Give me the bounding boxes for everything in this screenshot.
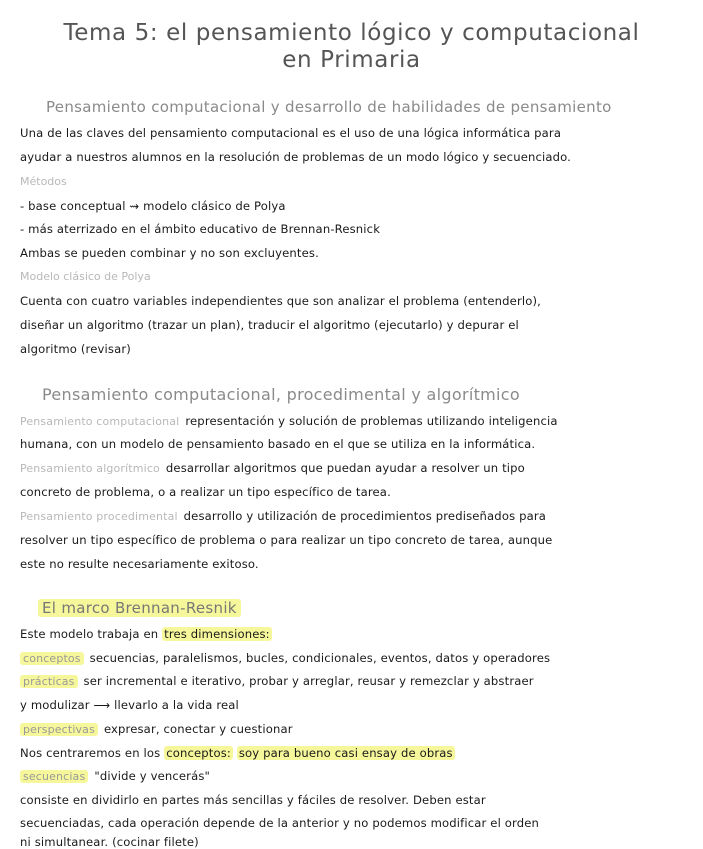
label-perspectivas: perspectivas xyxy=(20,723,98,736)
label-computacional: Pensamiento computacional xyxy=(20,415,180,428)
label-practicas: prácticas xyxy=(20,675,78,688)
section-heading-brennan xyxy=(38,599,241,617)
label-procedimental: Pensamiento procedimental xyxy=(20,510,178,523)
text-line: Una de las claves del pensamiento computacional es el uso de una lógica informática para xyxy=(20,126,562,140)
text-line: consiste en dividirlo en partes más sencillas y fáciles de resolver. Deben estar xyxy=(20,793,486,807)
label-secuencias: secuencias xyxy=(20,770,88,783)
text-line: Cuenta con cuatro variables independientes que son analizar el problema (entenderlo), xyxy=(20,294,541,308)
text-span: expresar, conectar y cuestionar xyxy=(103,722,293,736)
text-span: Este modelo trabaja en xyxy=(20,627,159,641)
section-heading-computacional: Pensamiento computacional y desarrollo de habilidades de pensamiento xyxy=(46,98,612,116)
text-line: diseñar un algoritmo (trazar un plan), traducir el algoritmo (ejecutarlo) y depurar el xyxy=(20,318,519,332)
text-span: desarrollar algoritmos que puedan ayudar a resolver un tipo xyxy=(165,461,525,475)
text-line xyxy=(20,627,272,641)
text-line: y modulizar ⟶ llevarlo a la vida real xyxy=(20,698,239,712)
label-algoritmico: Pensamiento algorítmico xyxy=(20,462,160,475)
text-span: desarrollo y utilización de procedimientos prediseñados para xyxy=(183,509,547,523)
text-line xyxy=(20,414,558,428)
text-line xyxy=(20,769,210,783)
text-line: humana, con un modelo de pensamiento basado en el que se utiliza en la informática. xyxy=(20,437,536,451)
highlight: soy para bueno casi ensay de obras xyxy=(238,746,453,760)
text-line: resolver un tipo específico de problema o para realizar un tipo concreto de tarea, aunque xyxy=(20,533,553,547)
label-polya: Modelo clásico de Polya xyxy=(20,270,151,283)
text-line xyxy=(20,674,534,688)
highlight: conceptos: xyxy=(166,746,231,760)
text-span: representación y solución de problemas utilizando inteligencia xyxy=(185,414,558,428)
label-metodos: Métodos xyxy=(20,175,67,188)
text-line xyxy=(20,509,546,523)
highlighted-heading: El marco Brennan-Resnik xyxy=(38,599,241,617)
text-span: ser incremental e iterativo, probar y arreglar, reusar y remezclar y abstraer xyxy=(83,674,534,688)
text-line: - base conceptual ⇝ modelo clásico de Polya xyxy=(20,199,286,213)
highlight: tres dimensiones: xyxy=(164,627,270,641)
text-line: concreto de problema, o a realizar un tipo específico de tarea. xyxy=(20,485,391,499)
text-line: - más aterrizado en el ámbito educativo de Brennan-Resnick xyxy=(20,222,381,236)
text-line: ni simultanear. (cocinar filete) xyxy=(20,835,199,849)
label-conceptos: conceptos xyxy=(20,652,84,665)
page-title: Tema 5: el pensamiento lógico y computacional xyxy=(63,20,640,46)
text-line xyxy=(20,722,293,736)
section-heading-procedimental: Pensamiento computacional, procedimental y algorítmico xyxy=(42,385,520,404)
text-line: Ambas se pueden combinar y no son excluyentes. xyxy=(20,246,319,260)
text-line xyxy=(20,461,525,475)
text-line xyxy=(20,651,550,665)
text-line: ayudar a nuestros alumnos en la resolución de problemas de un modo lógico y secuenciado. xyxy=(20,150,572,164)
text-span: "divide y vencerás" xyxy=(94,769,211,783)
text-span: secuencias, paralelismos, bucles, condicionales, eventos, datos y operadores xyxy=(89,651,551,665)
text-span: Nos centraremos en los xyxy=(20,746,161,760)
text-line xyxy=(20,746,455,760)
text-line: este no resulte necesariamente exitoso. xyxy=(20,557,259,571)
text-line: secuenciadas, cada operación depende de la anterior y no podemos modificar el orden xyxy=(20,816,540,830)
text-line: algoritmo (revisar) xyxy=(20,342,131,356)
page-title-line2: en Primaria xyxy=(282,47,421,73)
